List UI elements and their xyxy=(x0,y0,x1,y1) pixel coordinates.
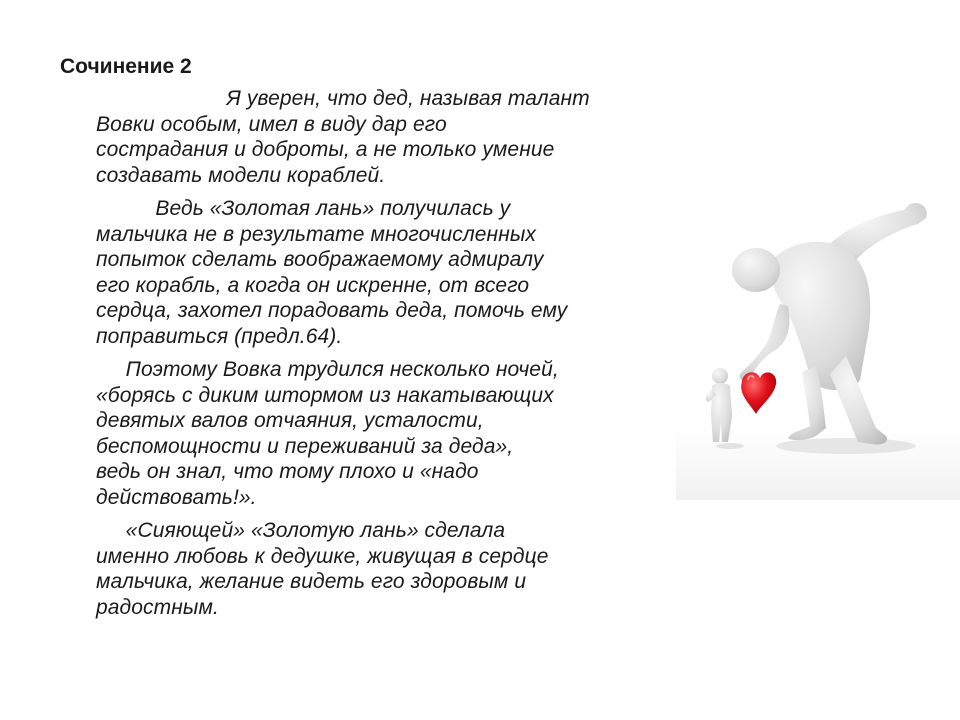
text-line: действовать!». xyxy=(96,485,257,509)
text-line: мальчика не в результате многочисленных xyxy=(96,222,537,246)
text-line: радостным. xyxy=(96,595,219,619)
text-line: Ведь «Золотая лань» получилась у xyxy=(96,197,511,220)
text-line: Вовки особым, имел в виду дар его xyxy=(96,112,447,136)
figure-giving-heart-icon xyxy=(676,196,960,500)
text-line: беспомощности и переживаний за деда», xyxy=(96,434,514,458)
text-line: попыток сделать воображаемому адмиралу xyxy=(96,248,544,271)
paragraph-4 xyxy=(96,518,656,620)
essay-body xyxy=(96,86,656,628)
text-line: «борясь с диким штормом из накатывающих xyxy=(96,383,554,407)
paragraph-1 xyxy=(96,86,656,188)
text-line: ведь он знал, что тому плохо и «надо xyxy=(96,460,479,483)
text-line: его корабль, а когда он искренне, от всего xyxy=(96,273,530,297)
text-line: сердца, захотел порадовать деда, помочь ему xyxy=(96,299,568,322)
text-line: Я уверен, что дед, называя талант xyxy=(96,87,590,110)
text-line: Поэтому Вовка трудился несколько ночей, xyxy=(96,358,559,381)
text-line: мальчика, желание видеть его здоровым и xyxy=(96,570,527,593)
text-line: поправиться (предл.64). xyxy=(96,324,343,348)
text-line: девятых валов отчаяния, усталости, xyxy=(96,409,484,432)
paragraph-3 xyxy=(96,357,656,510)
slide-title: Сочинение 2 xyxy=(60,55,192,78)
text-line: «Сияющей» «Золотую лань» сделала xyxy=(96,519,506,542)
text-line: сострадания и доброты, а не только умение xyxy=(96,138,555,161)
text-line: именно любовь к дедушке, живущая в сердце xyxy=(96,544,549,568)
text-line: создавать модели кораблей. xyxy=(96,163,386,187)
paragraph-2 xyxy=(96,196,656,349)
